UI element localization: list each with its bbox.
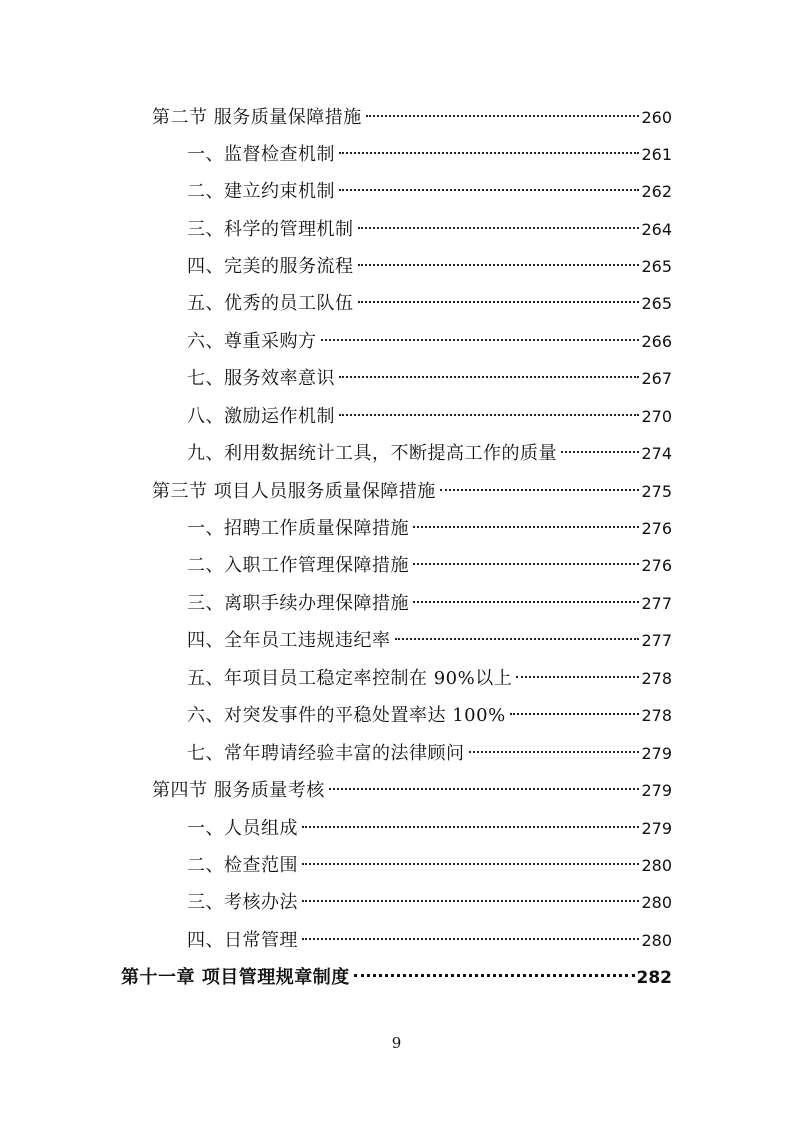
- toc-entry-title: 六、对突发事件的平稳处置率达 100%: [187, 705, 506, 726]
- page-number: 9: [391, 1034, 402, 1052]
- toc-entry-title: 一、人员组成: [187, 818, 298, 839]
- toc-entry-page: 265: [641, 294, 672, 313]
- toc-entry-page: 277: [641, 631, 672, 650]
- toc-dot-leader: [413, 601, 639, 603]
- toc-entry[interactable]: [187, 699, 672, 733]
- toc-entry[interactable]: [187, 886, 672, 920]
- toc-dot-leader: [440, 489, 640, 491]
- toc-entry-page: 267: [641, 369, 672, 388]
- toc-entry-page: 280: [641, 893, 672, 912]
- toc-entry-page: 275: [641, 482, 672, 501]
- toc-entry-title: 六、尊重采购方: [187, 331, 317, 352]
- toc-entry-page: 270: [641, 407, 672, 426]
- toc-entry-title: 第四节 服务质量考核: [152, 780, 325, 801]
- toc-entry-page: 261: [641, 145, 672, 164]
- toc-dot-leader: [413, 526, 639, 528]
- toc-chapter-title: 第十一章 项目管理规章制度: [121, 967, 350, 988]
- toc-dot-leader: [358, 264, 640, 266]
- toc-dot-leader: [302, 863, 639, 865]
- toc-entry[interactable]: [187, 175, 672, 209]
- toc-entry-title: 二、入职工作管理保障措施: [187, 555, 409, 576]
- toc-dot-leader: [395, 638, 640, 640]
- toc-entry[interactable]: [187, 737, 672, 771]
- toc-entry-title: 一、招聘工作质量保障措施: [187, 518, 409, 539]
- toc-dot-leader: [561, 451, 639, 453]
- toc-entry-page: 279: [641, 819, 672, 838]
- toc-dot-leader: [321, 339, 640, 341]
- toc-entry-title: 四、日常管理: [187, 930, 298, 951]
- toc-entry-title: 四、完美的服务流程: [187, 256, 354, 277]
- toc-dot-leader: [366, 115, 640, 117]
- toc-entry[interactable]: [187, 362, 672, 396]
- toc-dot-leader: [413, 563, 639, 565]
- toc-entry[interactable]: [187, 287, 672, 321]
- toc-chapter-page: 282: [636, 968, 672, 988]
- toc-dot-leader: [354, 974, 635, 977]
- toc-entry[interactable]: [152, 774, 672, 808]
- toc-entry-page: 278: [641, 706, 672, 725]
- toc-entry-page: 279: [641, 781, 672, 800]
- toc-entry-page: 262: [641, 182, 672, 201]
- toc-dot-leader: [469, 751, 640, 753]
- toc-entry[interactable]: [187, 213, 672, 247]
- toc-dot-leader: [339, 376, 639, 378]
- toc-entry[interactable]: [187, 849, 672, 883]
- toc-entry-title: 七、常年聘请经验丰富的法律顾问: [187, 743, 465, 764]
- toc-entry-page: 266: [641, 332, 672, 351]
- toc-entry[interactable]: [187, 624, 672, 658]
- toc-chapter-entry[interactable]: [121, 961, 672, 995]
- toc-entry[interactable]: [187, 400, 672, 434]
- toc-entry[interactable]: [187, 250, 672, 284]
- toc-entry-title: 三、科学的管理机制: [187, 219, 354, 240]
- toc-entry-page: 274: [641, 444, 672, 463]
- toc-dot-leader: [516, 676, 639, 678]
- toc-entry-page: 276: [641, 556, 672, 575]
- toc-dot-leader: [358, 301, 640, 303]
- toc-entry-title: 三、考核办法: [187, 892, 298, 913]
- toc-entry[interactable]: [187, 812, 672, 846]
- toc-dot-leader: [329, 788, 640, 790]
- toc-entry-title: 二、检查范围: [187, 855, 298, 876]
- toc-entry[interactable]: [187, 924, 672, 958]
- toc-entry[interactable]: [187, 325, 672, 359]
- toc-dot-leader: [358, 227, 640, 229]
- toc-entry-page: 264: [641, 220, 672, 239]
- toc-entry-page: 279: [641, 744, 672, 763]
- toc-entry-page: 265: [641, 257, 672, 276]
- toc-entry[interactable]: [152, 101, 672, 135]
- toc-entry-page: 260: [641, 108, 672, 127]
- toc-dot-leader: [339, 189, 639, 191]
- toc-entry-title: 二、建立约束机制: [187, 181, 335, 202]
- toc-dot-leader: [302, 938, 639, 940]
- toc-entry-title: 九、利用数据统计工具，不断提高工作的质量: [187, 443, 557, 464]
- toc-entry-page: 277: [641, 594, 672, 613]
- toc-entry-page: 276: [641, 519, 672, 538]
- toc-entry[interactable]: [187, 512, 672, 546]
- toc-dot-leader: [510, 713, 640, 715]
- toc-entry-title: 五、优秀的员工队伍: [187, 293, 354, 314]
- toc-entry-page: 280: [641, 931, 672, 950]
- toc-entry-title: 八、激励运作机制: [187, 406, 335, 427]
- toc-entry[interactable]: [187, 138, 672, 172]
- toc-entry-title: 一、监督检查机制: [187, 144, 335, 165]
- toc-entry[interactable]: [187, 587, 672, 621]
- toc-entry[interactable]: [152, 475, 672, 509]
- toc-entry-title: 第二节 服务质量保障措施: [152, 107, 362, 128]
- toc-dot-leader: [302, 900, 639, 902]
- toc-entry-title: 第三节 项目人员服务质量保障措施: [152, 481, 436, 502]
- toc-entry[interactable]: [187, 549, 672, 583]
- toc-dot-leader: [302, 826, 639, 828]
- toc-entry-title: 七、服务效率意识: [187, 368, 335, 389]
- toc-dot-leader: [339, 152, 639, 154]
- toc-entry-title: 三、离职手续办理保障措施: [187, 593, 409, 614]
- toc-entry-page: 278: [641, 669, 672, 688]
- toc-entry-title: 五、年项目员工稳定率控制在 90%以上: [187, 668, 513, 689]
- toc-entry-page: 280: [641, 856, 672, 875]
- toc-entry[interactable]: [187, 437, 672, 471]
- toc-entry[interactable]: [187, 662, 672, 696]
- toc-entry-title: 四、全年员工违规违纪率: [187, 630, 391, 651]
- toc-dot-leader: [339, 414, 639, 416]
